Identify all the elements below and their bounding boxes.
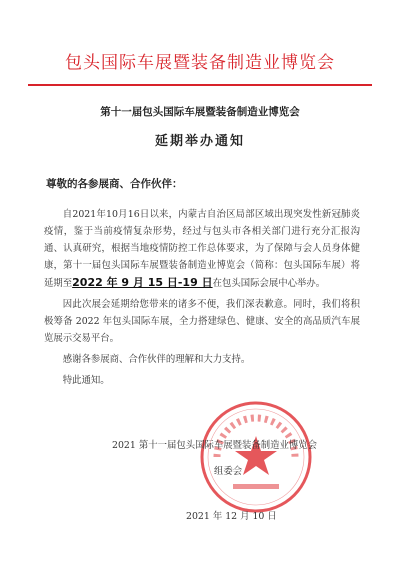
paragraph-3: 感谢各参展商、合作伙伴的理解和大力支持。	[62, 354, 251, 365]
paragraph-1-venue: 在包头国际会展中心举办。	[212, 278, 326, 289]
paragraph-1	[44, 206, 360, 292]
official-seal-stamp	[197, 398, 315, 516]
notice-body	[44, 206, 360, 389]
postponed-date: 2022 年 9 月 15 日-19 日	[72, 276, 213, 289]
notice-title-line1: 第十一届包头国际车展暨装备制造业博览会	[100, 106, 300, 118]
notice-title-line2: 延期举办通知	[154, 134, 245, 149]
paragraph-4: 特此通知。	[62, 375, 110, 386]
header-divider	[28, 84, 372, 86]
signature-date: 2021 年 12 月 10 日	[186, 511, 277, 522]
signature-organization: 2021 第十一届包头国际车展暨装备制造业博览会	[112, 440, 317, 451]
salutation: 尊敬的各参展商、合作伙伴：	[46, 178, 183, 190]
paragraph-1-text: 自2021年10月16日以来，内蒙古自治区局部区域出现突发性新冠肺炎疫情，鉴于当前疫情复杂形势，经过与包头市各相关部门进行充分汇报沟通、认真研究，根据当地疫情防控工作总体要求，为了保障与会人员身体健康，第十一届包头国际车展暨装备制造业博览会（简称：包头国际车展）将延期至	[44, 209, 360, 289]
header-title: 包头国际车展暨装备制造业博览会	[65, 53, 335, 73]
signature-committee: 组委会	[214, 466, 243, 477]
paragraph-2: 因此次展会延期给您带来的诸多不便，我们深表歉意。同时，我们将积极筹备 2022 年包头国际车展，全力搭建绿色、健康、安全的高品质汽车展览展示交易平台。	[44, 299, 360, 344]
